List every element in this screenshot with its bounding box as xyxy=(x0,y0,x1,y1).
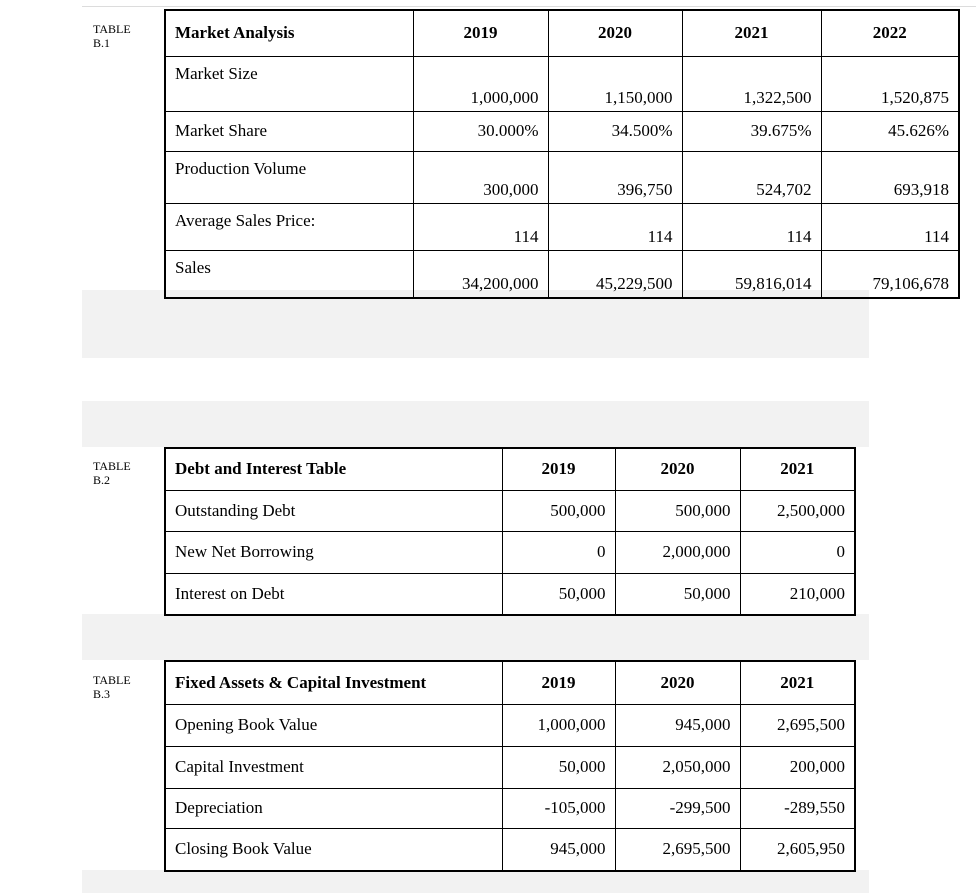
year-header: 2020 xyxy=(548,10,682,56)
row-label: Market Size xyxy=(165,56,413,111)
table-row xyxy=(165,531,855,573)
spacer-band xyxy=(82,401,869,447)
table-label-word: TABLE xyxy=(93,459,131,473)
cell-value: 1,520,875 xyxy=(821,56,959,111)
cell-value: -289,550 xyxy=(740,788,855,828)
cell-value: 45.626% xyxy=(821,111,959,151)
cell-value: 50,000 xyxy=(502,573,615,615)
row-label: Market Share xyxy=(165,111,413,151)
cell-value: 396,750 xyxy=(548,151,682,203)
cell-value: 945,000 xyxy=(615,704,740,746)
cell-value: 500,000 xyxy=(502,490,615,531)
table-label-b3 xyxy=(93,673,131,701)
year-header: 2021 xyxy=(740,661,855,704)
table-row xyxy=(165,111,959,151)
cell-value: 34,200,000 xyxy=(413,250,548,298)
table-label-b1 xyxy=(93,22,131,50)
table-row xyxy=(165,704,855,746)
table-row xyxy=(165,746,855,788)
table-row xyxy=(165,828,855,871)
page-top-rule xyxy=(82,6,976,7)
cell-value: 2,695,500 xyxy=(615,828,740,871)
cell-value: 1,322,500 xyxy=(682,56,821,111)
cell-value: 34.500% xyxy=(548,111,682,151)
cell-value: 114 xyxy=(682,203,821,250)
table-label-word: TABLE xyxy=(93,22,131,36)
row-label: Sales xyxy=(165,250,413,298)
table-title: Debt and Interest Table xyxy=(165,448,502,490)
table-label-word: TABLE xyxy=(93,673,131,687)
cell-value: 79,106,678 xyxy=(821,250,959,298)
cell-value: 2,500,000 xyxy=(740,490,855,531)
year-header: 2021 xyxy=(740,448,855,490)
year-header: 2020 xyxy=(615,661,740,704)
fixed-assets-table xyxy=(164,660,856,872)
year-header: 2019 xyxy=(413,10,548,56)
cell-value: 50,000 xyxy=(502,746,615,788)
cell-value: 39.675% xyxy=(682,111,821,151)
market-analysis-table xyxy=(164,9,960,299)
cell-value: 114 xyxy=(413,203,548,250)
table-row xyxy=(165,788,855,828)
row-label: Outstanding Debt xyxy=(165,490,502,531)
cell-value: 0 xyxy=(502,531,615,573)
row-label: Production Volume xyxy=(165,151,413,203)
table-row xyxy=(165,250,959,298)
table-label-b2 xyxy=(93,459,131,487)
cell-value: -105,000 xyxy=(502,788,615,828)
row-label: Interest on Debt xyxy=(165,573,502,615)
spacer-band xyxy=(82,614,869,660)
row-label: New Net Borrowing xyxy=(165,531,502,573)
cell-value: 500,000 xyxy=(615,490,740,531)
cell-value: 693,918 xyxy=(821,151,959,203)
cell-value: 2,050,000 xyxy=(615,746,740,788)
cell-value: 1,150,000 xyxy=(548,56,682,111)
table-label-number: B.2 xyxy=(93,473,111,487)
table-label-number: B.3 xyxy=(93,687,111,701)
table-row xyxy=(165,573,855,615)
year-header: 2021 xyxy=(682,10,821,56)
cell-value: 945,000 xyxy=(502,828,615,871)
cell-value: 50,000 xyxy=(615,573,740,615)
row-label: Opening Book Value xyxy=(165,704,502,746)
row-label: Average Sales Price: xyxy=(165,203,413,250)
year-header: 2020 xyxy=(615,448,740,490)
spacer-band xyxy=(82,290,869,358)
row-label: Closing Book Value xyxy=(165,828,502,871)
cell-value: 2,695,500 xyxy=(740,704,855,746)
table-header-row xyxy=(165,448,855,490)
cell-value: 114 xyxy=(821,203,959,250)
row-label: Depreciation xyxy=(165,788,502,828)
year-header: 2022 xyxy=(821,10,959,56)
spacer-band xyxy=(82,870,869,893)
cell-value: 2,000,000 xyxy=(615,531,740,573)
year-header: 2019 xyxy=(502,448,615,490)
year-header: 2019 xyxy=(502,661,615,704)
cell-value: 1,000,000 xyxy=(413,56,548,111)
table-label-number: B.1 xyxy=(93,36,111,50)
cell-value: 114 xyxy=(548,203,682,250)
cell-value: 210,000 xyxy=(740,573,855,615)
cell-value: 0 xyxy=(740,531,855,573)
cell-value: 59,816,014 xyxy=(682,250,821,298)
debt-interest-table xyxy=(164,447,856,616)
table-row xyxy=(165,490,855,531)
cell-value: 300,000 xyxy=(413,151,548,203)
cell-value: 30.000% xyxy=(413,111,548,151)
table-title: Market Analysis xyxy=(165,10,413,56)
table-header-row xyxy=(165,661,855,704)
table-row xyxy=(165,56,959,111)
cell-value: 2,605,950 xyxy=(740,828,855,871)
table-row xyxy=(165,203,959,250)
cell-value: 45,229,500 xyxy=(548,250,682,298)
cell-value: 200,000 xyxy=(740,746,855,788)
row-label: Capital Investment xyxy=(165,746,502,788)
cell-value: -299,500 xyxy=(615,788,740,828)
cell-value: 1,000,000 xyxy=(502,704,615,746)
table-header-row xyxy=(165,10,959,56)
table-row xyxy=(165,151,959,203)
table-title: Fixed Assets & Capital Investment xyxy=(165,661,502,704)
cell-value: 524,702 xyxy=(682,151,821,203)
